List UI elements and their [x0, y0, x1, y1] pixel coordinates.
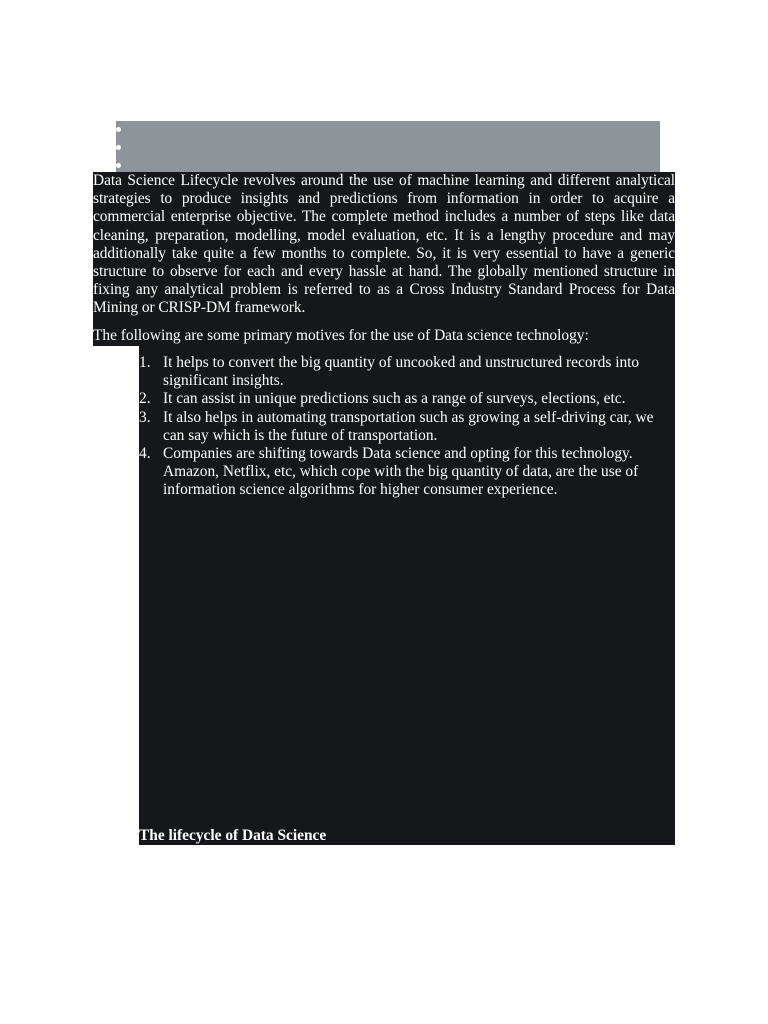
list-item-text: It can assist in unique predictions such as a range of surveys, elections, etc. [163, 390, 626, 408]
bullet-marker [116, 163, 121, 168]
list-number: 3. [139, 408, 151, 426]
bullet-marker [116, 145, 121, 150]
list-item [139, 409, 659, 445]
gray-header-band [116, 121, 660, 172]
motives-intro: The following are some primary motives for the use of Data science technology: [93, 327, 589, 344]
bullet-marker [116, 127, 121, 132]
list-item [139, 445, 659, 500]
list-item [139, 354, 659, 390]
section-heading: The lifecycle of Data Science [139, 827, 327, 844]
list-number: 2. [139, 390, 151, 408]
motives-list [139, 354, 659, 500]
list-item-text: It also helps in automating transportation such as growing a self-driving car, we can say which is the future of transportation. [163, 408, 654, 444]
list-item-text: It helps to convert the big quantity of uncooked and unstructured records into significant insights. [163, 354, 640, 390]
list-item-text: Companies are shifting towards Data science and opting for this technology. Amazon, Netflix, etc, which cope with the big quantity of data, are the use of information science algorithms for higher consumer experience. [163, 445, 639, 499]
list-number: 4. [139, 445, 151, 463]
intro-paragraph: Data Science Lifecycle revolves around the use of machine learning and different analytical strategies to produce insights and predictions from information in order to acquire a commercial enterprise objective. The complete method includes a number of steps like data cleaning, preparation, modelling, model evaluation, etc. It is a lengthy procedure and may additionally take quite a few months to complete. So, it is very essential to have a generic structure to observe for each and every hassle at hand. The globally mentioned structure in fixing any analytical problem is referred to as a Cross Industry Standard Process for Data Mining or CRISP-DM framework. [93, 172, 675, 317]
list-number: 1. [139, 354, 151, 371]
list-item [139, 390, 659, 408]
